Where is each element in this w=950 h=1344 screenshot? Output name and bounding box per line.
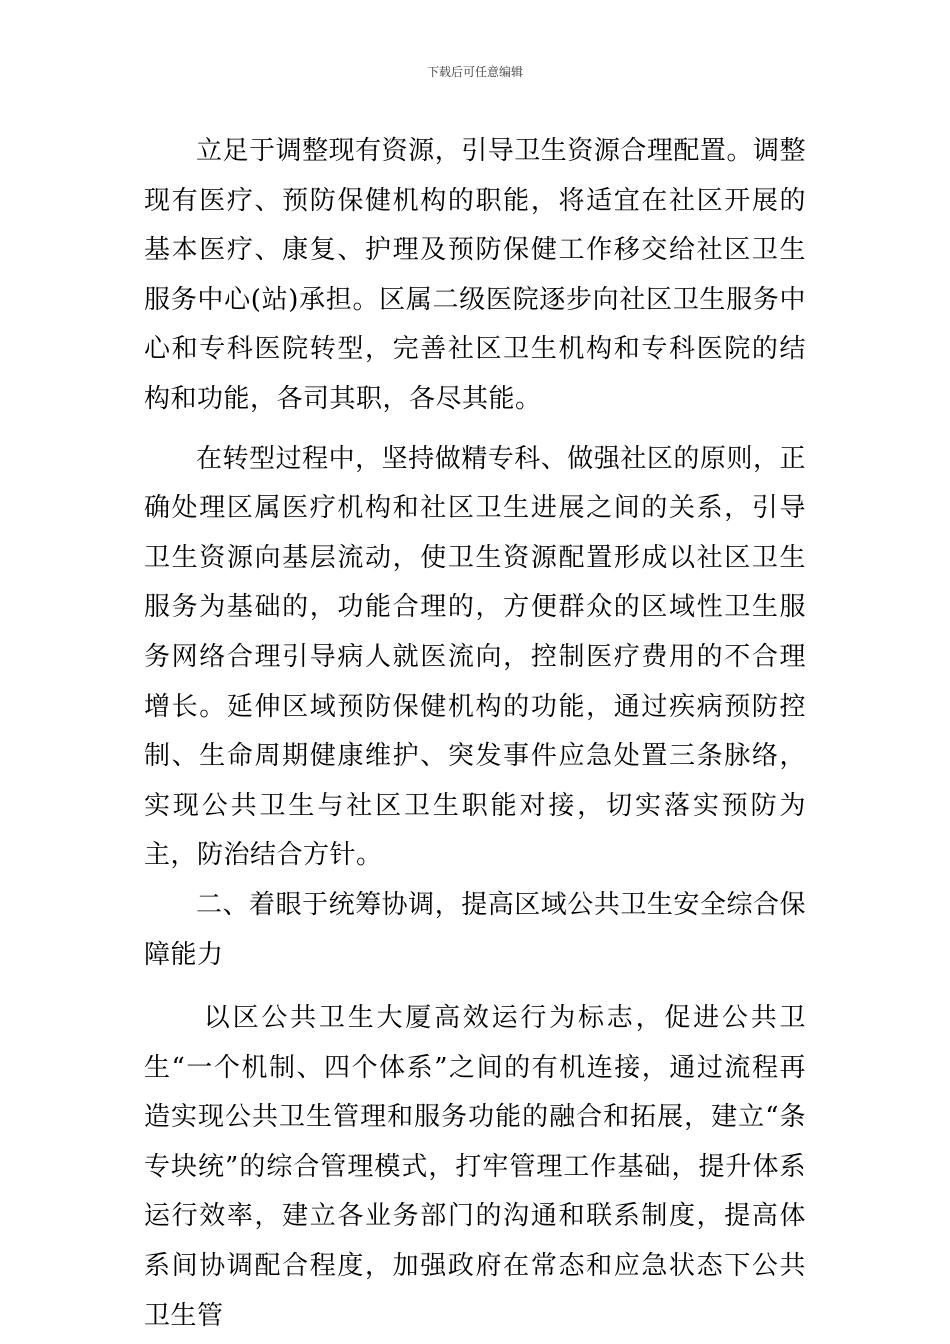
page-header-note: 下载后可任意编辑 <box>426 65 523 79</box>
section-heading-coordination: 二、着眼于统筹协调，提高区域公共卫生安全综合保障能力 <box>144 889 806 970</box>
paragraph-transformation: 在转型过程中，坚持做精专科、做强社区的原则，正确处理区属医疗机构和社区卫生进展之间的关系，引导卫生资源向基层流动，使卫生资源配置形成以社区卫生服务为基础的，功能合理的，方便群众的区域性卫生服务网络合理引导病人就医流向，控制医疗费用的不合理增长。延伸区域预防保健机构的功能，通过疾病预防控制、生命周期健康维护、突发事件应急处置三条脉络，实现公共卫生与社区卫生职能对接，切实落实预防为主，防治结合方针。 <box>144 443 806 871</box>
paragraph-resource-allocation: 立足于调整现有资源，引导卫生资源合理配置。调整现有医疗、预防保健机构的职能，将适宜在社区开展的基本医疗、康复、护理及预防保健工作移交给社区卫生服务中心(站)承担。区属二级医院逐步向社区卫生服务中心和专科医院转型，完善社区卫生机构和专科医院的结构和功能，各司其职，各尽其能。 <box>144 136 806 414</box>
document-body <box>144 127 806 1341</box>
paragraph-public-health-building: 以区公共卫生大厦高效运行为标志，促进公共卫生“一个机制、四个体系”之间的有机连接，通过流程再造实现公共卫生管理和服务功能的融合和拓展，建立“条专块统”的综合管理模式，打牢管理工作基础，提升体系运行效率，建立各业务部门的沟通和联系制度，提高体系间协调配合程度，加强政府在常态和应急状态下公共卫生管 <box>144 1003 806 1331</box>
